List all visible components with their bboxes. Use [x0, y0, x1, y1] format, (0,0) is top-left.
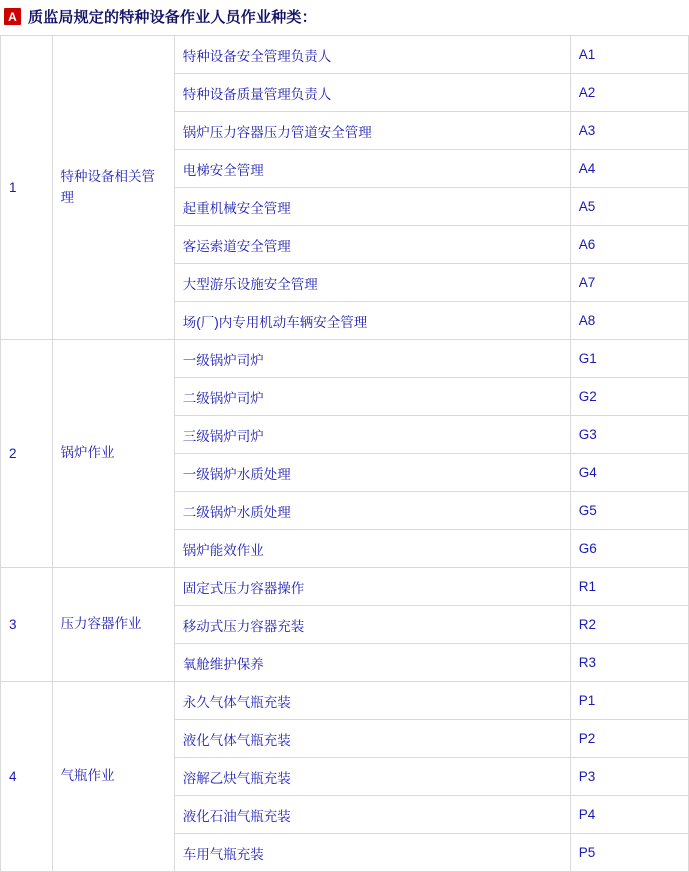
occupation-code-cell: A7 — [570, 264, 688, 302]
occupation-name-cell: 特种设备质量管理负责人 — [174, 74, 570, 112]
page-title — [0, 0, 689, 35]
table-row — [1, 568, 689, 606]
group-index-cell: 4 — [1, 682, 53, 872]
occupation-code-cell: P1 — [570, 682, 688, 720]
occupation-code-cell: G5 — [570, 492, 688, 530]
occupation-code-cell: G1 — [570, 340, 688, 378]
group-index-cell: 3 — [1, 568, 53, 682]
occupation-code-cell: A8 — [570, 302, 688, 340]
occupation-name-cell: 氧舱维护保养 — [174, 644, 570, 682]
occupation-code-cell: A6 — [570, 226, 688, 264]
occupation-name-cell: 一级锅炉司炉 — [174, 340, 570, 378]
occupation-name-cell: 溶解乙炔气瓶充装 — [174, 758, 570, 796]
page-title-text: 质监局规定的特种设备作业人员作业种类： — [28, 9, 317, 26]
occupation-name-cell: 客运索道安全管理 — [174, 226, 570, 264]
occupation-code-cell: G2 — [570, 378, 688, 416]
occupation-name-cell: 二级锅炉司炉 — [174, 378, 570, 416]
occupation-name-cell: 大型游乐设施安全管理 — [174, 264, 570, 302]
occupation-name-cell: 液化石油气瓶充装 — [174, 796, 570, 834]
occupation-name-cell: 移动式压力容器充装 — [174, 606, 570, 644]
occupation-code-cell: R2 — [570, 606, 688, 644]
occupation-code-cell: P4 — [570, 796, 688, 834]
occupation-code-cell: G6 — [570, 530, 688, 568]
occupation-name-cell: 一级锅炉水质处理 — [174, 454, 570, 492]
occupation-code-cell: A2 — [570, 74, 688, 112]
occupation-name-cell: 锅炉压力容器压力管道安全管理 — [174, 112, 570, 150]
occupation-code-cell: G3 — [570, 416, 688, 454]
table-row — [1, 682, 689, 720]
group-name-cell: 压力容器作业 — [52, 568, 174, 682]
occupation-name-cell: 固定式压力容器操作 — [174, 568, 570, 606]
occupation-name-cell: 电梯安全管理 — [174, 150, 570, 188]
occupation-name-cell: 起重机械安全管理 — [174, 188, 570, 226]
occupation-category-table — [0, 35, 689, 872]
occupation-code-cell: A3 — [570, 112, 688, 150]
section-badge-icon: A — [4, 8, 21, 25]
occupation-code-cell: P3 — [570, 758, 688, 796]
occupation-code-cell: P5 — [570, 834, 688, 872]
group-name-cell: 气瓶作业 — [52, 682, 174, 872]
occupation-code-cell: R3 — [570, 644, 688, 682]
occupation-name-cell: 三级锅炉司炉 — [174, 416, 570, 454]
occupation-name-cell: 场(厂)内专用机动车辆安全管理 — [174, 302, 570, 340]
occupation-name-cell: 车用气瓶充装 — [174, 834, 570, 872]
group-index-cell: 1 — [1, 36, 53, 340]
occupation-name-cell: 永久气体气瓶充装 — [174, 682, 570, 720]
occupation-name-cell: 锅炉能效作业 — [174, 530, 570, 568]
occupation-name-cell: 特种设备安全管理负责人 — [174, 36, 570, 74]
group-name-cell: 特种设备相关管理 — [52, 36, 174, 340]
occupation-code-cell: A1 — [570, 36, 688, 74]
occupation-code-cell: A5 — [570, 188, 688, 226]
group-index-cell: 2 — [1, 340, 53, 568]
occupation-code-cell: P2 — [570, 720, 688, 758]
occupation-name-cell: 二级锅炉水质处理 — [174, 492, 570, 530]
table-row — [1, 340, 689, 378]
occupation-code-cell: R1 — [570, 568, 688, 606]
table-row — [1, 36, 689, 74]
group-name-cell: 锅炉作业 — [52, 340, 174, 568]
occupation-code-cell: A4 — [570, 150, 688, 188]
occupation-code-cell: G4 — [570, 454, 688, 492]
occupation-name-cell: 液化气体气瓶充装 — [174, 720, 570, 758]
